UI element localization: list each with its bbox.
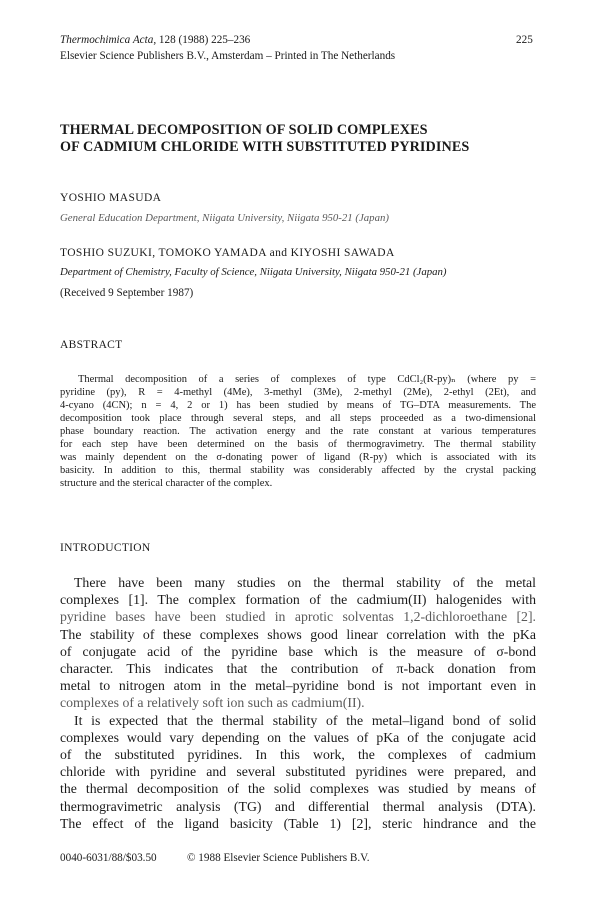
intro-line: pyridine bases have been studied in aprotic solventas 1,2-dichloroethane [2]. [60, 609, 536, 625]
abstract-line: basicity. In addition to this, thermal stability was considerably affected by the crystal packing [60, 465, 536, 476]
intro-line: complexes [1]. The complex formation of the cadmium(II) halogenides with [60, 592, 536, 608]
intro-line: The stability of these complexes shows good linear correlation with the pKa [60, 626, 536, 642]
journal-name: Thermochimica Acta, [60, 34, 157, 46]
intro-line: complexes of a relatively soft ion such as cadmium(II). [60, 695, 365, 711]
volume-pages: 128 (1988) 225–236 [156, 34, 251, 46]
introduction-heading: INTRODUCTION [60, 542, 151, 554]
received-date: (Received 9 September 1987) [60, 287, 194, 299]
affiliation-1: General Education Department, Niigata University, Niigata 950-21 (Japan) [60, 212, 389, 224]
intro-line: of the substituted pyridines. In this work, the complexes of cadmium [60, 747, 536, 763]
abstract-line: phase boundary reaction. The activation energy and the rate constant at various temperatures [60, 426, 536, 437]
page-number: 225 [516, 34, 533, 46]
introduction-body [60, 574, 536, 832]
abstract-body [60, 373, 536, 490]
abstract-line: was mainly dependent on the σ-donating power of ligand (R-py) which is associated with its [60, 452, 536, 463]
journal-citation [60, 33, 250, 47]
intro-line: metal to nitrogen atom in the metal–pyridine bond is not important even in [60, 678, 536, 694]
intro-line: It is expected that the thermal stability of the metal–ligand bond of solid [74, 712, 536, 728]
affiliation-2: Department of Chemistry, Faculty of Science, Niigata University, Niigata 950-21 (Japan) [60, 266, 447, 278]
article-title-line-2: OF CADMIUM CHLORIDE WITH SUBSTITUTED PYRIDINES [60, 139, 470, 155]
author-group-1: YOSHIO MASUDA [60, 192, 162, 204]
author-group-2: TOSHIO SUZUKI, TOMOKO YAMADA and KIYOSHI SAWADA [60, 247, 395, 259]
intro-line: character. This indicates that the contribution of π-back donation from [60, 661, 536, 677]
abstract-line: Thermal decomposition of a series of complexes of type CdCl₂(R-py)ₙ (where py = [78, 374, 536, 385]
abstract-heading: ABSTRACT [60, 339, 123, 351]
publisher-line: Elsevier Science Publishers B.V., Amsterdam – Printed in The Netherlands [60, 50, 396, 62]
intro-line: complexes would vary depending on the values of pKa of the conjugate acid [60, 729, 536, 745]
abstract-line: structure and the sterical character of the complex. [60, 478, 273, 489]
footer-copyright: © 1988 Elsevier Science Publishers B.V. [187, 852, 370, 864]
intro-line: chloride with pyridine and several substituted pyridines were prepared, and [60, 764, 536, 780]
article-title-line-1: THERMAL DECOMPOSITION OF SOLID COMPLEXES [60, 122, 428, 138]
footer-code: 0040-6031/88/$03.50 [60, 852, 157, 864]
abstract-line: decomposition took place through several steps, and all steps proceeded as a two-dimensional [60, 413, 536, 424]
intro-line: There have been many studies on the thermal stability of the metal [74, 575, 536, 590]
abstract-line: for each step have been determined on the basis of thermogravimetry. The thermal stability [60, 439, 536, 450]
intro-line: the thermal decomposition of the solid complexes was studied by means of [60, 781, 536, 797]
abstract-line: 4-cyano (4CN); n = 4, 2 or 1) has been studied by means of TG–DTA measurements. The [60, 400, 536, 411]
intro-line: of conjugate acid of the pyridine base which is the measure of σ-bond [60, 643, 536, 659]
intro-line: The effect of the ligand basicity (Table 1) [2], steric hindrance and the [60, 815, 536, 831]
intro-line: thermogravimetric analysis (TG) and differential thermal analysis (DTA). [60, 798, 536, 814]
abstract-line: pyridine (py), R = 4-methyl (4Me), 3-methyl (3Me), 2-methyl (2Me), 2-ethyl (2Et), and [60, 387, 536, 398]
